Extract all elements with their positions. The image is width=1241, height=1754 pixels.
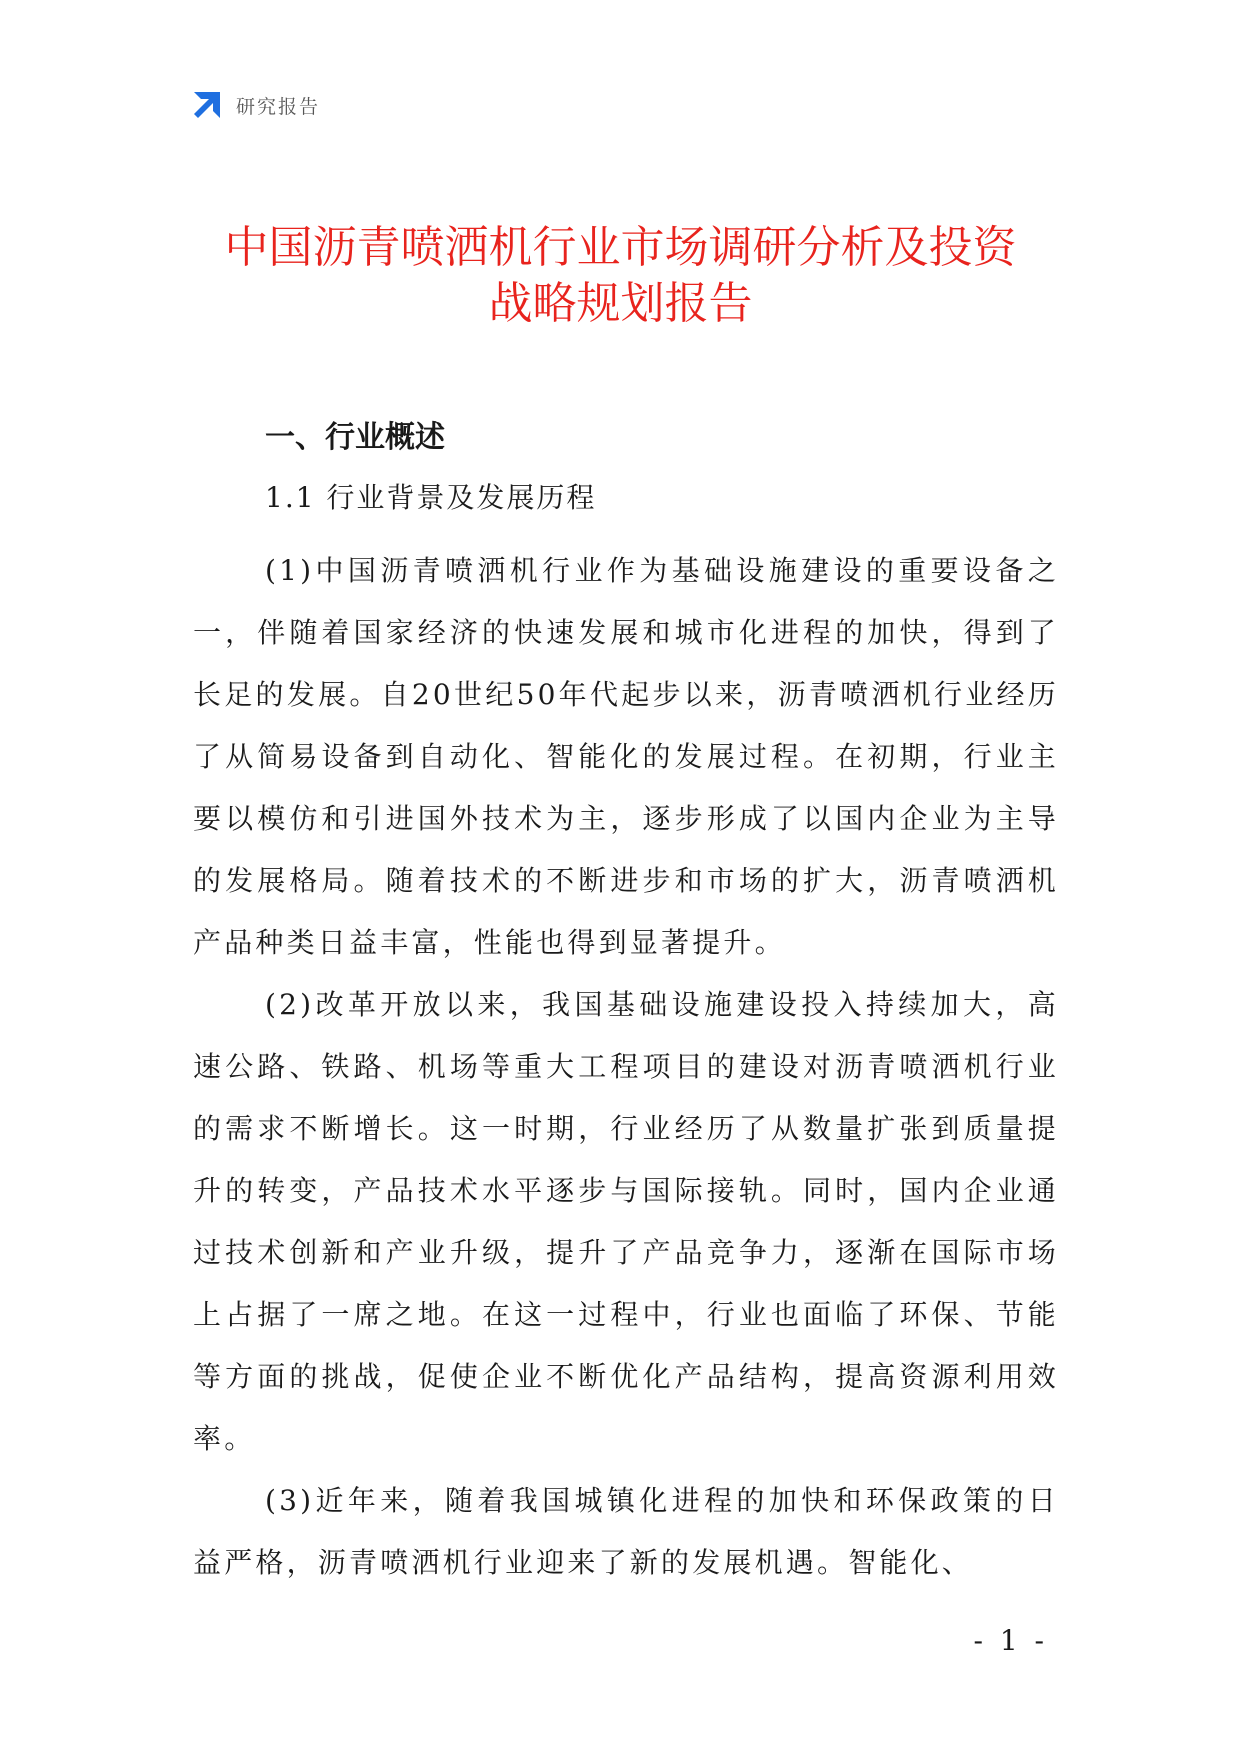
document-title <box>150 220 1091 332</box>
title-line-1: 中国沥青喷洒机行业市场调研分析及投资 <box>224 222 1017 273</box>
paragraph-2: (2)改革开放以来，我国基础设施建设投入持续加大，高速公路、铁路、机场等重大工程项目的建设对沥青喷洒机行业的需求不断增长。这一时期，行业经历了从数量扩张到质量提升的转变，产品技术水平逐步与国际接轨。同时，国内企业通过技术创新和产业升级，提升了产品竞争力，逐渐在国际市场上占据了一席之地。在这一过程中，行业也面临了环保、节能等方面的挑战，促使企业不断优化产品结构，提高资源利用效率。 <box>193 988 1059 1455</box>
title-line-2: 战略规划报告 <box>488 278 753 329</box>
paragraph-3: (3)近年来，随着我国城镇化进程的加快和环保政策的日益严格，沥青喷洒机行业迎来了新的发展机遇。智能化、 <box>193 1484 1059 1579</box>
paragraph-1: (1)中国沥青喷洒机行业作为基础设施建设的重要设备之一，伴随着国家经济的快速发展和城市化进程的加快，得到了长足的发展。自20世纪50年代起步以来，沥青喷洒机行业经历了从简易设备到自动化、智能化的发展过程。在初期，行业主要以模仿和引进国外技术为主，逐步形成了以国内企业为主导的发展格局。随着技术的不断进步和市场的扩大，沥青喷洒机产品种类日益丰富，性能也得到显著提升。 <box>193 554 1059 959</box>
diagonal-arrow-icon <box>190 88 224 122</box>
document-body <box>193 418 1059 1594</box>
section-heading: 一、行业概述 <box>265 420 445 455</box>
page-number: - 1 - <box>973 1624 1048 1657</box>
header-label: 研究报告 <box>236 95 321 118</box>
subsection-heading: 1.1 行业背景及发展历程 <box>265 481 597 514</box>
page-header <box>190 88 320 122</box>
